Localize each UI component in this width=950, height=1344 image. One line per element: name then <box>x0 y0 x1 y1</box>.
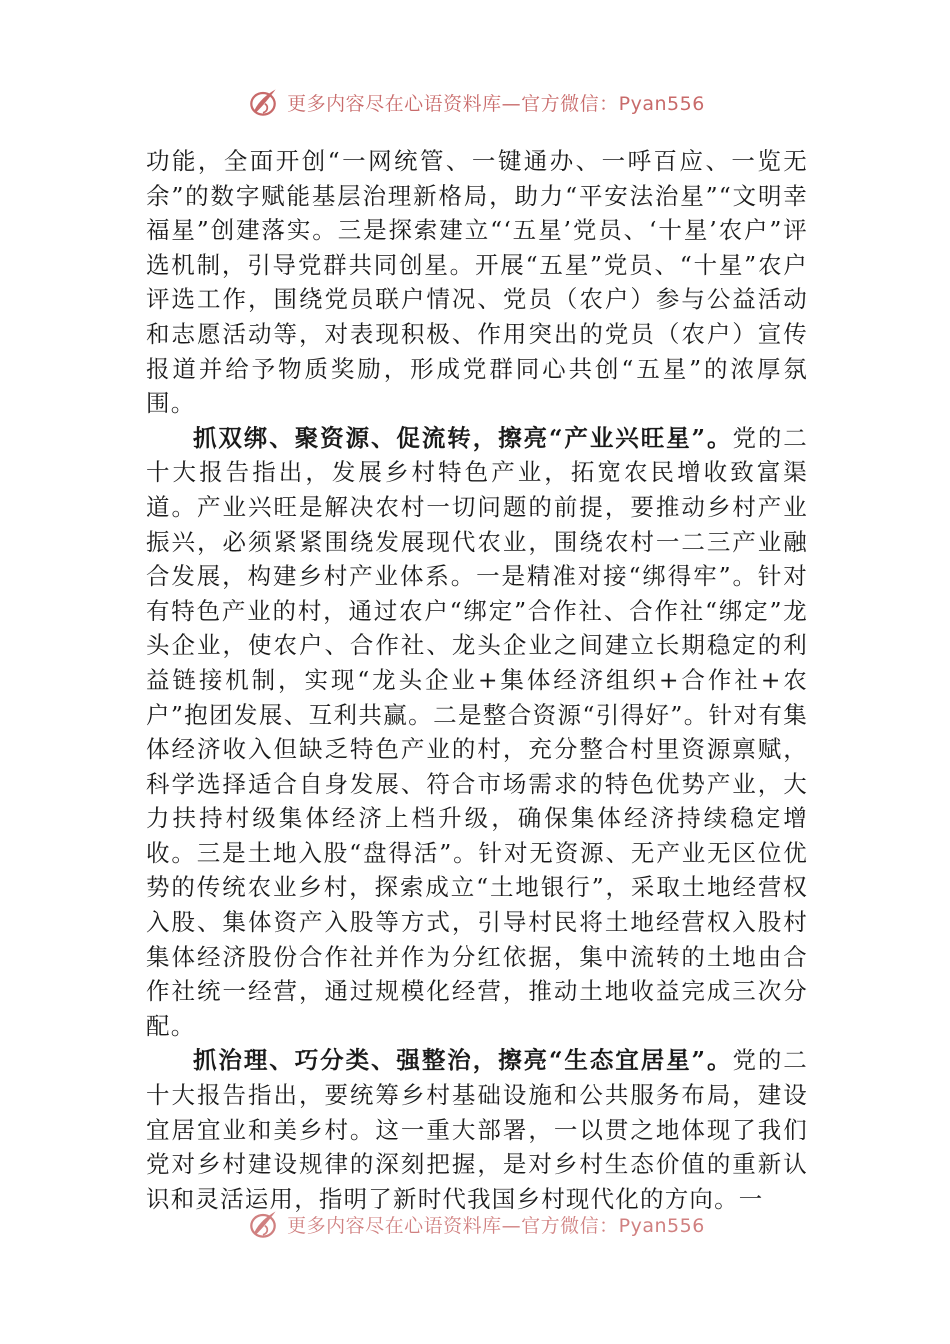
paragraph-heading: 抓双绑、聚资源、促流转，擦亮“产业兴旺星”。 <box>193 423 733 452</box>
header-watermark <box>0 84 950 120</box>
paragraph-body: 功能，全面开创“一网统管、一键通办、一呼百应、一览无余”的数字赋能基层治理新格局，助力“平安法治星”“文明幸福星”创建落实。三是探索建立“‘五星’党员、‘十星’农户”评选机制，引导党群共同创星。开展“五星”党员、“十星”农户评选工作，围绕党员联户情况、党员（农户）参与公益活动和志愿活动等，对表现积极、作用突出的党员（农户）宣传报道并给予物质奖励，形成党群同心共创“五星”的浓厚氛围。 <box>146 147 808 418</box>
watermark-text: 更多内容尽在心语资料库—官方微信：Pyan556 <box>287 92 705 115</box>
paragraph <box>146 1043 808 1216</box>
footer-watermark <box>0 1206 950 1242</box>
paragraph <box>146 144 808 421</box>
quill-logo-icon <box>245 84 281 120</box>
paragraph-body: 党的二十大报告指出，发展乡村特色产业，拓宽农民增收致富渠道。产业兴旺是解决农村一切问题的前提，要推动乡村产业振兴，必须紧紧围绕发展现代农业，围绕农村一二三产业融合发展，构建乡村产业体系。一是精准对接“绑得牢”。针对有特色产业的村，通过农户“绑定”合作社、合作社“绑定”龙头企业，使农户、合作社、龙头企业之间建立长期稳定的利益链接机制，实现“龙头企业+集体经济组织+合作社+农户”抱团发展、互利共赢。二是整合资源“引得好”。针对有集体经济收入但缺乏特色产业的村，充分整合村里资源禀赋，科学选择适合自身发展、符合市场需求的特色优势产业，大力扶持村级集体经济上档升级，确保集体经济持续稳定增收。三是土地入股“盘得活”。针对无资源、无产业无区位优势的传统农业乡村，探索成立“土地银行”，采取土地经营权入股、集体资产入股等方式，引导村民将土地经营权入股村集体经济股份合作社并作为分红依据，集中流转的土地由合作社统一经营，通过规模化经营，推动土地收益完成三次分配。 <box>146 423 808 1040</box>
quill-logo-icon <box>245 1206 281 1242</box>
watermark-text: 更多内容尽在心语资料库—官方微信：Pyan556 <box>287 1214 705 1237</box>
paragraph-heading: 抓治理、巧分类、强整治，擦亮“生态宜居星”。 <box>193 1046 733 1075</box>
paragraph <box>146 421 808 1044</box>
document-body <box>146 144 808 1216</box>
paragraph-body: 党的二十大报告指出，要统筹乡村基础设施和公共服务布局，建设宜居宜业和美乡村。这一重大部署，一以贯之地体现了我们党对乡村建设规律的深刻把握，是对乡村生态价值的重新认识和灵活运用，指明了新时代我国乡村现代化的方向。一 <box>146 1046 808 1213</box>
